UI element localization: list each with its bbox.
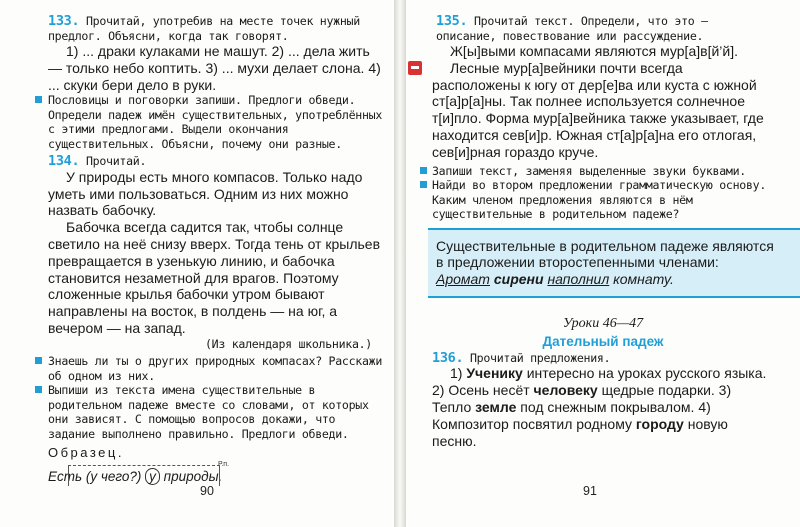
right-page xyxy=(406,0,800,527)
sample-word: природы xyxy=(163,469,219,485)
lesson-title: Дательный падеж xyxy=(542,333,664,349)
exercise-133-note xyxy=(48,93,386,151)
task-text: Прочитай текст. Определи, что это — описание, повествование или рассуждение. xyxy=(436,14,708,43)
case-label: Р.п. xyxy=(218,461,230,469)
highlighted-noun: городу xyxy=(635,415,684,432)
sentence-part: под снежным покрывалом. xyxy=(516,399,695,416)
book-gutter xyxy=(394,0,406,527)
rule-example-predicate: наполнил xyxy=(547,271,610,288)
rule-box xyxy=(428,228,800,298)
exercise-134-question-1 xyxy=(48,354,386,383)
text-source: (Из календаря школьника.) xyxy=(204,336,372,351)
page-number-left: 90 xyxy=(200,484,214,498)
exercise-number: 135. xyxy=(436,13,468,29)
square-bullet-icon xyxy=(35,96,42,103)
sample-question: (у чего?) xyxy=(85,469,142,485)
rule-text: Существительные в родительном падеже являются в предложении второстепенными членами: xyxy=(436,237,774,271)
sample-scheme: Есть (у чего?) у природы. xyxy=(48,469,386,485)
exercise-135-note-2 xyxy=(432,178,774,222)
sentence-part: новую песню. xyxy=(432,415,728,449)
sentence-part: 2) Осень несёт xyxy=(432,382,534,399)
task-text: Прочитай предложения. xyxy=(470,350,611,365)
exercise-135-note-1 xyxy=(432,164,774,179)
sample-label: Образец. xyxy=(48,445,124,461)
exercise-135-paragraph-2: Лесные мур[а]вейники почти всегда расположены к югу от дер[е]ва или куста с южной ст[а]р[а]ны. Так полнее используется солнечное т[и]пло. Форма мур[а]вейника также указывает, где находится сев[и]р. Южная ст[а]р[а]на его отлогая, сев[и]рная гораздо круче. xyxy=(432,59,764,160)
task-text: Прочитай. xyxy=(86,154,147,169)
exercise-134-paragraph-2: Бабочка всегда садится так, чтобы солнце светило на неё снизу вверх. Тогда тень от крыльев превращается в узенькую линию, и бабочка становится незаметной для врагов. Поэтому сложенные крылья бабочки утром бывают направлены на восток, в полдень — на юг, а вечером — на запад. xyxy=(48,219,381,337)
rule-example-subject: Аромат xyxy=(436,271,490,288)
lesson-heading: Уроки 46—47 xyxy=(562,315,644,331)
highlighted-noun: человеку xyxy=(533,382,598,399)
exercise-135-task xyxy=(432,14,774,43)
question-text: Выпиши из текста имена существительные в родительном падеже вместе со словами, от которых они зависят. С помощью вопросов докажи, что задание выполнено правильно. Предлоги обведи. xyxy=(48,383,369,441)
square-bullet-icon xyxy=(35,357,42,364)
square-bullet-icon xyxy=(420,181,427,188)
exercise-134-task xyxy=(48,154,386,169)
sentence-part: 1) xyxy=(450,365,467,382)
sentence-part: интересно на уроках русского языка. xyxy=(522,365,767,382)
page-number-right: 91 xyxy=(583,484,597,498)
exercise-number: 133. xyxy=(48,13,80,29)
square-bullet-icon xyxy=(35,386,42,393)
question-text: Знаешь ли ты о других природных компасах? Расскажи об одном из них. xyxy=(48,354,383,383)
rule-example-genitive: сирени xyxy=(493,271,544,288)
left-page xyxy=(0,0,394,527)
dependency-arc xyxy=(68,465,220,486)
exercise-136-sentences xyxy=(432,365,774,449)
exercise-133-text: 1) ... драки кулаками не машут. 2) ... дела жить — только небо коптить. 3) ... мухи делает слона. 4) ... скуки бери дело в руки. xyxy=(48,43,381,93)
sentence-part: 4) Композитор посвятил родному xyxy=(432,399,711,432)
sentence-part: щедрые подарки. xyxy=(597,382,715,399)
note-text: Найди во втором предложении грамматическую основу. Каким членом предложения являются в нём существительные в родительном падеже? xyxy=(432,178,767,222)
note-text: Пословицы и поговорки запиши. Предлоги обведи. Определи падеж имён существительных, употреблённых с этими предлогами. Выдели окончания существительных. Объясни, почему они разные. xyxy=(48,93,383,151)
attention-sign-icon xyxy=(408,61,422,75)
paragraph-text: Ж[ы]выми компасами являются мур[а]в[й’й]. xyxy=(450,43,738,59)
exercise-number: 134. xyxy=(48,153,80,170)
highlighted-noun: Ученику xyxy=(466,365,523,382)
exercise-134-paragraph-1: У природы есть много компасов. Только надо уметь ими пользоваться. Одним из них можно назвать бабочку. xyxy=(48,168,363,219)
sentence-part: 3) Тепло xyxy=(432,382,732,416)
task-text: Прочитай, употребив на месте точек нужный предлог. Объясни, когда так говорят. xyxy=(48,14,360,43)
circled-preposition: у xyxy=(145,468,160,485)
exercise-134-question-2 xyxy=(48,383,386,441)
exercise-number: 136. xyxy=(432,349,464,366)
note-text: Запиши текст, заменяя выделенные звуки буквами. xyxy=(432,163,746,178)
sample-word: Есть xyxy=(48,469,83,485)
highlighted-noun: земле xyxy=(475,399,517,416)
exercise-135-paragraph-1 xyxy=(432,43,774,60)
exercise-136-task xyxy=(432,351,774,366)
rule-example-object: комнату. xyxy=(613,271,674,288)
exercise-133-task xyxy=(48,14,386,43)
square-bullet-icon xyxy=(420,167,427,174)
